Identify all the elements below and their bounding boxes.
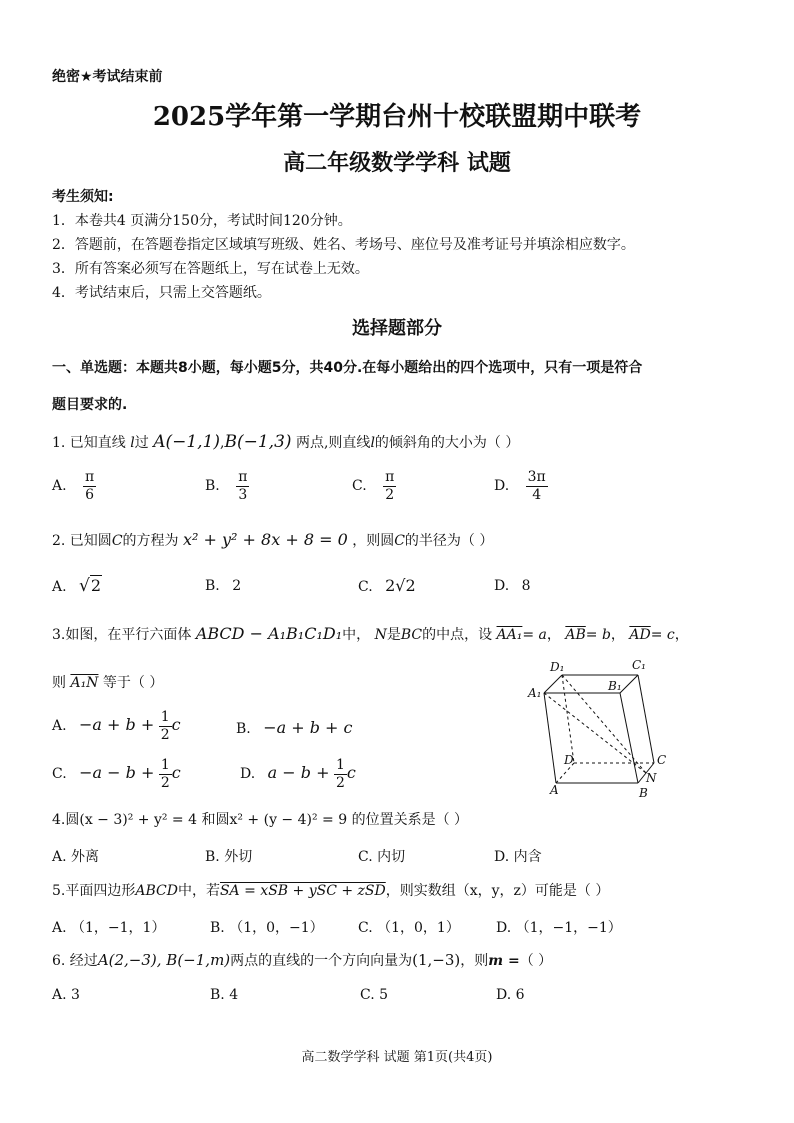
exam-title: 2025学年第一学期台州十校联盟期中联考 — [152, 102, 642, 132]
q3-mid3: 的中点，设 — [422, 627, 493, 643]
page-footer: 高二数学学科 试题 第1页(共4页) — [301, 1050, 493, 1065]
option-label: B. — [236, 721, 251, 737]
q2-circle-c2: C — [394, 533, 405, 549]
q3-eq-b: = b — [585, 627, 611, 643]
q3-ask-pre: 则 — [52, 675, 66, 691]
vector-aa1: AA₁ — [496, 627, 523, 643]
frac-den: 2 — [335, 774, 345, 791]
segment-d1n-hidden — [562, 675, 646, 773]
frac-num: π — [238, 469, 248, 485]
secret-label: 绝密★考试结束前 — [52, 69, 163, 85]
frac-num: 1 — [160, 709, 170, 725]
option-label: C. — [358, 579, 373, 595]
option-label: B. — [205, 478, 220, 495]
vector-ad: $\overline{AD}$ — [629, 627, 651, 643]
frac-den: 2 — [160, 774, 170, 791]
label-a1: A₁ — [528, 686, 542, 700]
notice-item-1: 1．本卷共4 页满分150分，考试时间120分钟。 — [52, 213, 352, 229]
frac-num: 1 — [160, 757, 170, 773]
q3-ask — [52, 672, 163, 692]
q6-option-b[interactable]: B. 4 — [210, 987, 239, 1003]
q5-post: ，则实数组（x，y，z）可能是（ ） — [385, 883, 610, 899]
part-title: 选择题部分 — [352, 318, 442, 339]
q3-option-a[interactable] — [52, 710, 181, 742]
notice-item-3: 3．所有答案必须写在答题纸上，写在试卷上无效。 — [52, 261, 369, 277]
q1-pre: 1. 已知直线 — [52, 435, 126, 451]
q3-point-n: N — [374, 627, 387, 643]
q6-option-c[interactable]: C. 5 — [360, 987, 389, 1003]
q6-option-d[interactable]: D. 6 — [496, 987, 525, 1003]
q4-option-c[interactable]: C. 内切 — [358, 849, 406, 865]
frac-den: 6 — [85, 486, 95, 503]
edge-b1b — [620, 693, 638, 783]
frac-den: 2 — [385, 486, 395, 503]
q2-circle-c: C — [111, 533, 123, 549]
q6-points: A(2,−3), B(−1,m) — [97, 951, 231, 969]
vector-ab: $\overline{AB}$ — [565, 627, 586, 643]
edge-d1d-hidden — [562, 675, 574, 763]
frac-num: 3π — [527, 469, 546, 485]
q3-option-b[interactable] — [236, 718, 353, 737]
q1-post: 两点,则直线 — [295, 435, 371, 451]
q1-option-b[interactable] — [205, 470, 249, 502]
sqrt-radicand: 2 — [90, 576, 102, 595]
edge-b1c1 — [620, 675, 638, 693]
option-tail: c — [346, 763, 356, 783]
label-b: B — [639, 786, 648, 800]
q2-pre: 2. 已知圆 — [52, 533, 112, 549]
q4-stem: 4.圆(x − 3)² + y² = 4 和圆x² + (y − 4)² = 9 的位置关系是（ ） — [52, 812, 469, 828]
q1-post2: 的倾斜角的大小为（ ） — [374, 435, 520, 451]
q1-line-l2: l — [370, 435, 375, 451]
q5-abcd: ABCD — [135, 883, 178, 899]
q1-line-l: l — [130, 435, 135, 451]
q5-vector-equation: SA = xSB + ySC + zSD — [219, 883, 386, 899]
q5-option-a[interactable]: A. （1，−1，1） — [52, 920, 166, 936]
label-d: D — [564, 753, 574, 767]
q5-option-d[interactable]: D. （1，−1，−1） — [496, 920, 622, 936]
q2-mid: 的方程为 — [122, 533, 179, 549]
q3-mid2: 是 — [386, 627, 401, 643]
option-label: D. — [494, 478, 510, 495]
q5-mid: 中，若 — [177, 883, 220, 899]
section1-line1: 一、单选题：本题共8小题，每小题5分，共40分.在每小题给出的四个选项中，只有一项是符合 — [52, 360, 643, 376]
q6-post: ，则 — [460, 953, 489, 969]
q4-option-d[interactable]: D. 内含 — [494, 849, 542, 865]
option-text: 8 — [521, 578, 531, 594]
q4-option-b[interactable]: B. 外切 — [205, 849, 253, 865]
q1-mid: 过 — [134, 435, 149, 451]
q5-option-b[interactable]: B. （1，0，−1） — [210, 920, 324, 936]
q3-ask-post: 等于（ ） — [102, 675, 164, 691]
frac-den: 3 — [238, 486, 248, 503]
notice-item-2: 2．答题前，在答题卷指定区域填写班级、姓名、考场号、座位号及准考证号并填涂相应数字。 — [52, 237, 635, 253]
q1-sep: , — [220, 435, 225, 451]
q2-equation: x² + y² + 8x + 8 = 0 — [182, 530, 348, 549]
option-text: a − b + — [267, 763, 330, 783]
q3-mid: 中， — [342, 627, 371, 643]
option-text: −a + b + c — [263, 718, 353, 737]
q6-option-a[interactable]: A. 3 — [52, 987, 80, 1003]
option-text: 2√2 — [385, 576, 416, 595]
label-c: C — [657, 753, 667, 767]
q4-option-a[interactable]: A. 外离 — [52, 849, 100, 865]
q5-option-c[interactable]: C. （1，0，1） — [358, 920, 460, 936]
notice-item-4: 4．考试结束后，只需上交答题纸。 — [52, 285, 271, 301]
edge-d1a1 — [544, 675, 562, 693]
parallelepiped-figure — [520, 655, 680, 800]
notice-heading: 考生须知: — [52, 189, 114, 205]
q1-option-a[interactable] — [52, 470, 96, 502]
q5-pre: 5.平面四边形 — [52, 883, 136, 899]
q1-option-c[interactable] — [352, 470, 396, 502]
option-text: −a + b + — [79, 715, 155, 735]
q2-stem — [52, 530, 493, 550]
q3-pre: 3.如图，在平行六面体 — [52, 627, 192, 643]
frac-den: 4 — [532, 486, 542, 503]
q6-mid: 两点的直线的一个方向向量为 — [230, 953, 413, 969]
q3-solid: ABCD − A₁B₁C₁D₁ — [195, 624, 343, 643]
q2-post2: 的半径为（ ） — [404, 533, 494, 549]
q2-option-d[interactable] — [494, 578, 531, 594]
q6-post2: （ ） — [519, 953, 553, 969]
frac-num: π — [85, 469, 95, 485]
q6-stem — [52, 950, 552, 970]
option-label: D. — [240, 766, 256, 783]
sqrt-sign: √ — [79, 576, 90, 596]
edge-a1a — [544, 693, 556, 783]
q3-eq-c: = c — [650, 627, 675, 643]
q3-option-d[interactable] — [240, 758, 356, 790]
option-label: A. — [52, 478, 67, 495]
frac-num: 1 — [335, 757, 345, 773]
q5-stem — [52, 880, 609, 900]
q6-m: m = — [488, 953, 520, 969]
q1-point-a: A(−1,1) — [153, 432, 221, 452]
q1-stem — [52, 432, 519, 452]
option-label: B. — [205, 578, 220, 594]
frac-num: π — [385, 469, 395, 485]
q2-option-b[interactable] — [205, 578, 241, 594]
q3-eq-a: = a — [522, 627, 547, 643]
label-c1: C₁ — [632, 658, 646, 672]
label-d1: D₁ — [550, 660, 565, 674]
section1-line2: 题目要求的. — [52, 397, 128, 413]
edge-c1c — [638, 675, 654, 763]
label-b1: B₁ — [608, 679, 622, 693]
option-label: A. — [52, 718, 67, 735]
q3-stem: 3.如图，在平行六面体 ABCD − A₁B₁C₁D₁中， N是BC的中点，设 AA₁= a， $\overline{AB}= b$， $\overline{AD}= c$， — [52, 624, 689, 643]
option-text: 2 — [232, 578, 242, 594]
q2-post: ，则圆 — [352, 533, 395, 549]
q1-option-d[interactable] — [494, 470, 548, 502]
option-text: −a − b + — [79, 763, 155, 783]
q2-option-c[interactable] — [358, 576, 416, 595]
label-n: N — [646, 771, 657, 785]
exam-subtitle: 高二年级数学学科 试题 — [283, 150, 511, 176]
q1-point-b: B(−1,3) — [224, 432, 292, 452]
vector-a1n: A₁N — [70, 675, 99, 691]
q3-bc: BC — [400, 627, 423, 643]
q2-option-a[interactable] — [52, 576, 102, 596]
label-a: A — [550, 783, 559, 797]
option-label: C. — [352, 478, 367, 495]
q6-pre: 6. 经过 — [52, 953, 98, 969]
option-label: D. — [494, 578, 510, 594]
frac-den: 2 — [160, 726, 170, 743]
q3-option-c[interactable] — [52, 758, 181, 790]
option-tail: c — [171, 715, 181, 735]
q6-direction: (1,−3) — [412, 951, 461, 969]
option-label: C. — [52, 766, 67, 783]
segment-a1n-hidden — [544, 693, 646, 773]
option-tail: c — [171, 763, 181, 783]
option-label: A. — [52, 579, 67, 595]
